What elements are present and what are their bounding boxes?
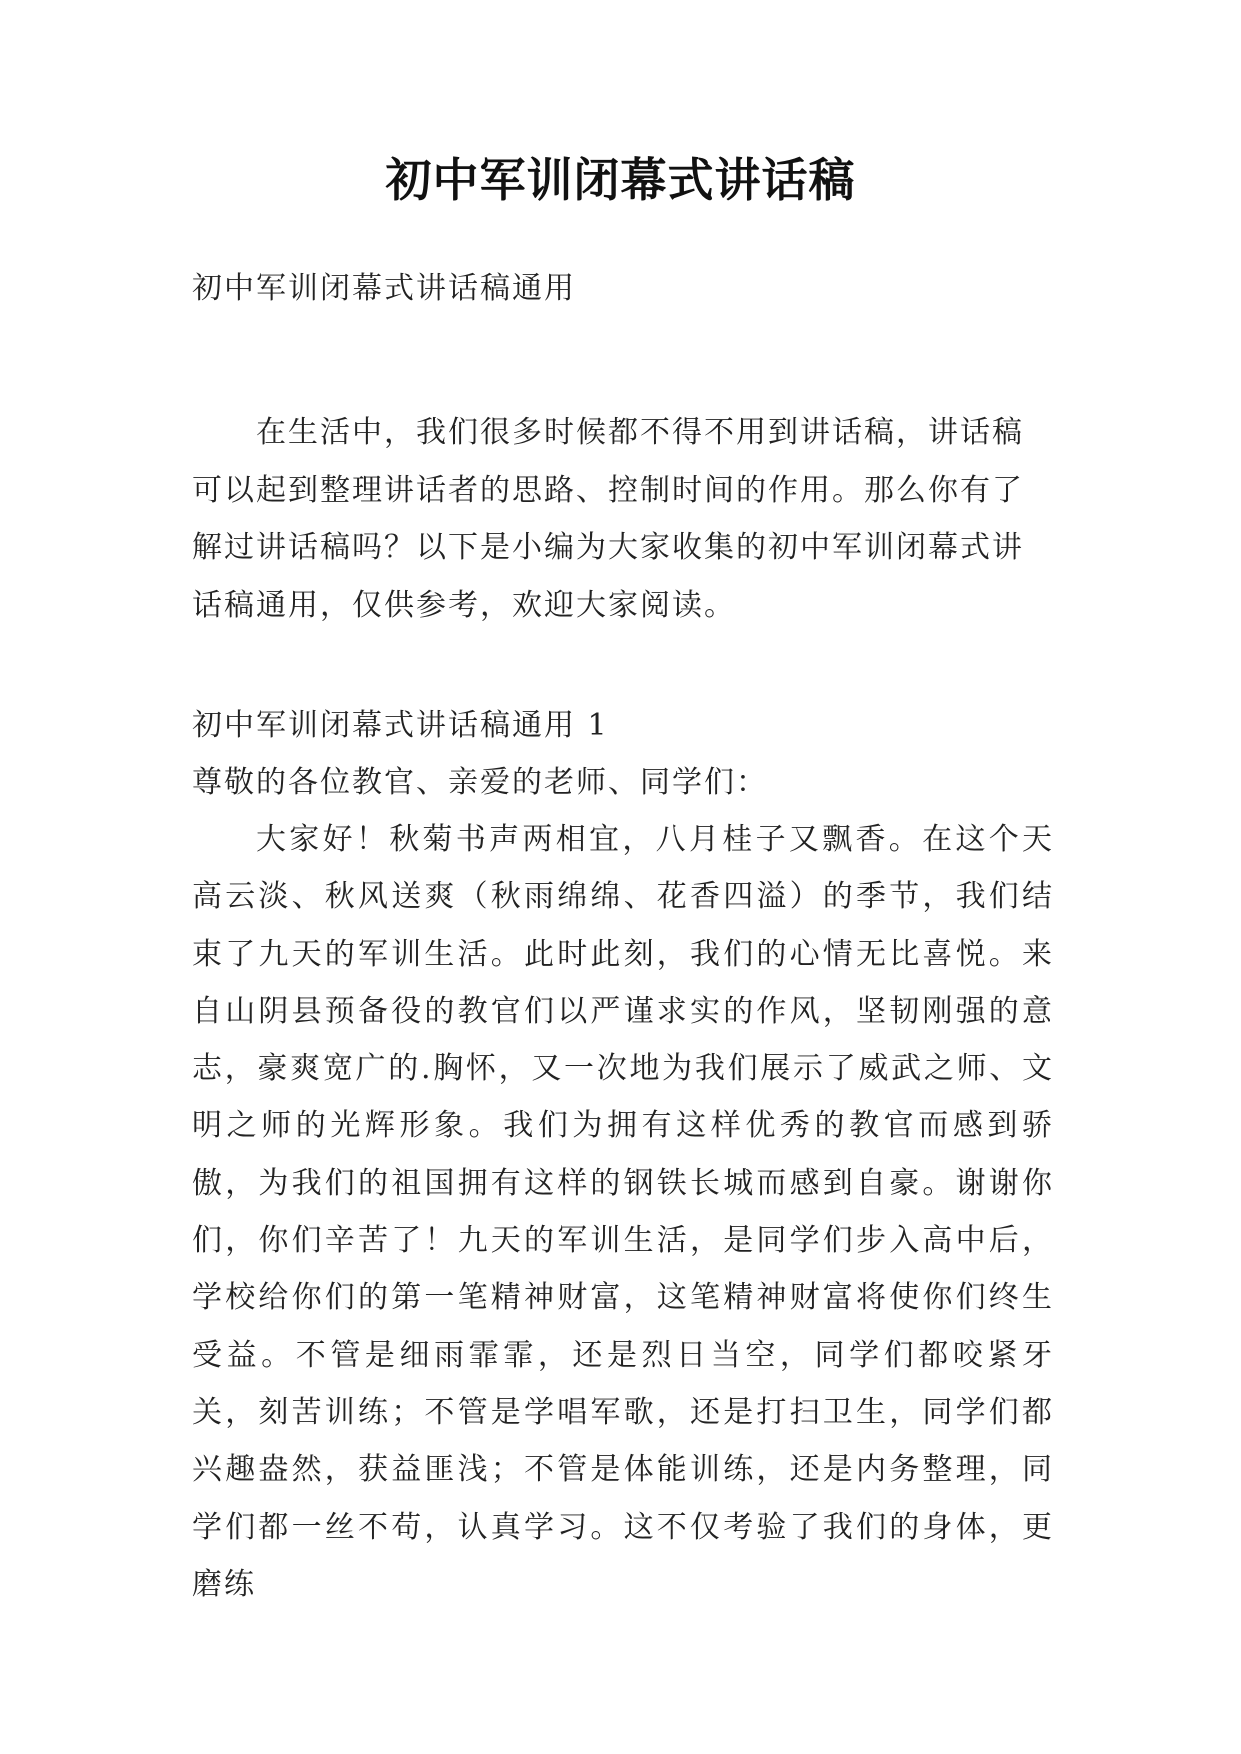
section-heading: 初中军训闭幕式讲话稿通用 1 (192, 708, 609, 743)
salutation: 尊敬的各位教官、亲爱的老师、同学们： (192, 765, 768, 800)
document-subtitle: 初中军训闭幕式讲话稿通用 (192, 271, 576, 306)
body-paragraph: 大家好！秋菊书声两相宜，八月桂子又飘香。在这个天高云淡、秋风送爽（秋雨绵绵、花香四溢）的季节，我们结束了九天的军训生活。此时此刻，我们的心情无比喜悦。来自山阴县预备役的教官们以严谨求实的作风，坚韧刚强的意志，豪爽宽广的.胸怀，又一次地为我们展示了威武之师、文明之师的光辉形象。我们为拥有这样优秀的教官而感到骄傲，为我们的祖国拥有这样的钢铁长城而感到自豪。谢谢你们，你们辛苦了！九天的军训生活，是同学们步入高中后，学校给你们的第一笔精神财富，这笔精神财富将使你们终生受益。不管是细雨霏霏，还是烈日当空，同学们都咬紧牙关，刻苦训练；不管是学唱军歌，还是打扫卫生，同学们都兴趣盎然，获益匪浅；不管是体能训练，还是内务整理，同学们都一丝不苟，认真学习。这不仅考验了我们的身体，更磨练 (192, 822, 1054, 1602)
intro-paragraph: 在生活中，我们很多时候都不得不用到讲话稿，讲话稿可以起到整理讲话者的思路、控制时间的作用。那么你有了解过讲话稿吗？以下是小编为大家收集的初中军训闭幕式讲话稿通用，仅供参考，欢迎大家阅读。 (192, 415, 1024, 623)
document-title: 初中军训闭幕式讲话稿 (385, 153, 856, 207)
